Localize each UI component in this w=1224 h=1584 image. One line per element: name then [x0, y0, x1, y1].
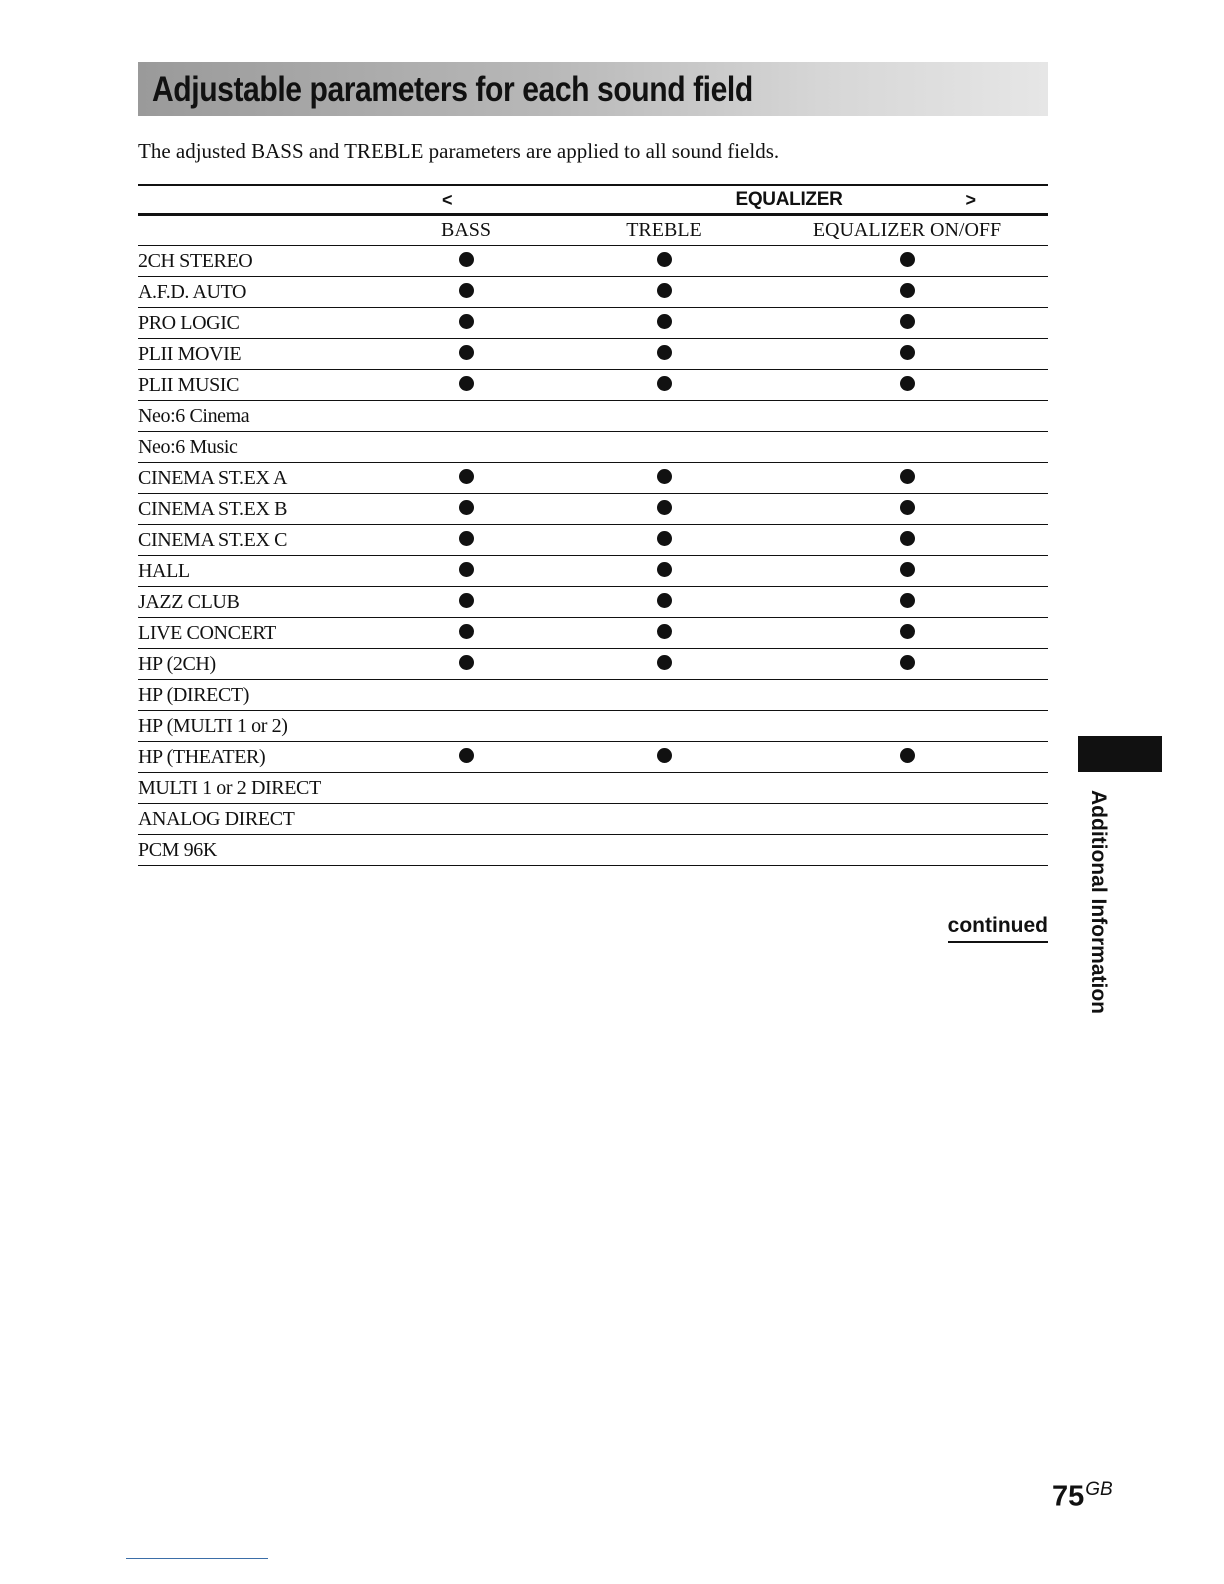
cell-bass	[370, 587, 562, 618]
cell-equalizer-onoff	[766, 401, 1048, 432]
table-row	[138, 463, 1048, 494]
adjustable-dot-icon	[657, 252, 672, 267]
cell-equalizer-onoff	[766, 711, 1048, 742]
cell-bass	[370, 773, 562, 804]
adjustable-dot-icon	[459, 624, 474, 639]
sound-field-name: HP (MULTI 1 or 2)	[138, 711, 370, 742]
sound-field-name: CINEMA ST.EX B	[138, 494, 370, 525]
group-bracket-left: <	[442, 190, 453, 210]
cell-equalizer-onoff	[766, 432, 1048, 463]
cell-equalizer-onoff	[766, 308, 1048, 339]
table-row	[138, 618, 1048, 649]
cell-bass	[370, 339, 562, 370]
table-row	[138, 711, 1048, 742]
adjustable-dot-icon	[459, 283, 474, 298]
adjustable-dot-icon	[657, 655, 672, 670]
adjustable-dot-icon	[657, 748, 672, 763]
cell-bass	[370, 804, 562, 835]
adjustable-dot-icon	[657, 376, 672, 391]
cell-equalizer-onoff	[766, 370, 1048, 401]
cell-treble	[562, 463, 766, 494]
table-row	[138, 804, 1048, 835]
adjustable-dot-icon	[657, 593, 672, 608]
page-number-value: 75	[1052, 1480, 1085, 1513]
cell-treble	[562, 649, 766, 680]
sound-field-name: MULTI 1 or 2 DIRECT	[138, 773, 370, 804]
cell-bass	[370, 246, 562, 277]
cell-treble	[562, 587, 766, 618]
cell-treble	[562, 804, 766, 835]
sound-field-name: LIVE CONCERT	[138, 618, 370, 649]
table-row	[138, 246, 1048, 277]
page-number-suffix: GB	[1085, 1479, 1113, 1500]
cell-bass	[370, 680, 562, 711]
cell-bass	[370, 277, 562, 308]
cell-equalizer-onoff	[766, 246, 1048, 277]
sound-field-name: HP (2CH)	[138, 649, 370, 680]
cell-treble	[562, 742, 766, 773]
adjustable-dot-icon	[459, 469, 474, 484]
cell-treble	[562, 339, 766, 370]
sound-field-name: Neo:6 Cinema	[138, 401, 370, 432]
section-side-label	[1084, 790, 1112, 1060]
group-label: EQUALIZER	[735, 189, 843, 210]
cell-equalizer-onoff	[766, 773, 1048, 804]
cell-treble	[562, 525, 766, 556]
adjustable-dot-icon	[657, 624, 672, 639]
cell-bass	[370, 308, 562, 339]
sound-field-name: PLII MOVIE	[138, 339, 370, 370]
cell-equalizer-onoff	[766, 463, 1048, 494]
parameters-table	[138, 184, 1048, 866]
sound-field-name: HP (THEATER)	[138, 742, 370, 773]
table-row	[138, 401, 1048, 432]
adjustable-dot-icon	[459, 655, 474, 670]
cell-equalizer-onoff	[766, 277, 1048, 308]
sound-field-name: CINEMA ST.EX A	[138, 463, 370, 494]
table-column-header	[138, 215, 1048, 246]
cell-treble	[562, 618, 766, 649]
title-banner	[138, 62, 1048, 116]
table-row	[138, 525, 1048, 556]
table-row	[138, 370, 1048, 401]
section-tab-marker	[1078, 736, 1162, 772]
cell-bass	[370, 835, 562, 866]
adjustable-dot-icon	[900, 531, 915, 546]
table-row	[138, 742, 1048, 773]
cell-equalizer-onoff	[766, 556, 1048, 587]
cell-equalizer-onoff	[766, 339, 1048, 370]
cell-bass	[370, 494, 562, 525]
cell-treble	[562, 308, 766, 339]
table-row	[138, 587, 1048, 618]
equalizer-group-header	[370, 185, 1048, 215]
cell-bass	[370, 463, 562, 494]
column-header-treble: TREBLE	[562, 215, 766, 246]
adjustable-dot-icon	[459, 376, 474, 391]
adjustable-dot-icon	[459, 500, 474, 515]
adjustable-dot-icon	[459, 748, 474, 763]
table-row	[138, 649, 1048, 680]
sound-field-name: CINEMA ST.EX C	[138, 525, 370, 556]
sound-field-name: PCM 96K	[138, 835, 370, 866]
sound-field-name: PLII MUSIC	[138, 370, 370, 401]
cell-bass	[370, 711, 562, 742]
cell-bass	[370, 618, 562, 649]
table-row	[138, 432, 1048, 463]
table-row	[138, 680, 1048, 711]
cell-bass	[370, 556, 562, 587]
cell-treble	[562, 432, 766, 463]
cell-bass	[370, 742, 562, 773]
cell-bass	[370, 401, 562, 432]
footer-rule	[126, 1558, 268, 1559]
adjustable-dot-icon	[900, 624, 915, 639]
sound-field-name: ANALOG DIRECT	[138, 804, 370, 835]
adjustable-dot-icon	[900, 562, 915, 577]
cell-equalizer-onoff	[766, 680, 1048, 711]
table-body	[138, 246, 1048, 866]
adjustable-dot-icon	[657, 500, 672, 515]
table-row	[138, 835, 1048, 866]
sound-field-name: HALL	[138, 556, 370, 587]
cell-equalizer-onoff	[766, 525, 1048, 556]
adjustable-dot-icon	[459, 562, 474, 577]
adjustable-dot-icon	[657, 531, 672, 546]
cell-equalizer-onoff	[766, 804, 1048, 835]
cell-bass	[370, 525, 562, 556]
column-header-blank	[138, 215, 370, 246]
table-row	[138, 339, 1048, 370]
adjustable-dot-icon	[657, 469, 672, 484]
sound-field-name: A.F.D. AUTO	[138, 277, 370, 308]
cell-treble	[562, 277, 766, 308]
cell-treble	[562, 494, 766, 525]
table-row	[138, 494, 1048, 525]
cell-treble	[562, 370, 766, 401]
table-group-header	[138, 185, 1048, 215]
adjustable-dot-icon	[459, 593, 474, 608]
cell-treble	[562, 246, 766, 277]
table-row	[138, 308, 1048, 339]
column-header-equalizer-onoff: EQUALIZER ON/OFF	[766, 215, 1048, 246]
continued-label: continued	[948, 912, 1048, 943]
sound-field-name: 2CH STEREO	[138, 246, 370, 277]
section-side-label-text: Additional Information	[1087, 790, 1110, 1014]
cell-treble	[562, 401, 766, 432]
column-header-bass: BASS	[370, 215, 562, 246]
table-row	[138, 556, 1048, 587]
page-number	[1052, 1470, 1113, 1517]
table-row	[138, 277, 1048, 308]
adjustable-dot-icon	[900, 283, 915, 298]
adjustable-dot-icon	[459, 314, 474, 329]
group-bracket-right: >	[965, 190, 976, 210]
adjustable-dot-icon	[459, 252, 474, 267]
cell-equalizer-onoff	[766, 494, 1048, 525]
adjustable-dot-icon	[657, 314, 672, 329]
sound-field-name: JAZZ CLUB	[138, 587, 370, 618]
cell-treble	[562, 773, 766, 804]
cell-treble	[562, 680, 766, 711]
adjustable-dot-icon	[900, 345, 915, 360]
adjustable-dot-icon	[900, 252, 915, 267]
adjustable-dot-icon	[900, 500, 915, 515]
adjustable-dot-icon	[657, 283, 672, 298]
adjustable-dot-icon	[657, 345, 672, 360]
adjustable-dot-icon	[459, 345, 474, 360]
group-header-blank	[138, 185, 370, 215]
cell-treble	[562, 711, 766, 742]
cell-equalizer-onoff	[766, 618, 1048, 649]
adjustable-dot-icon	[459, 531, 474, 546]
adjustable-dot-icon	[900, 376, 915, 391]
adjustable-dot-icon	[900, 655, 915, 670]
cell-bass	[370, 649, 562, 680]
cell-equalizer-onoff	[766, 835, 1048, 866]
adjustable-dot-icon	[900, 748, 915, 763]
adjustable-dot-icon	[657, 562, 672, 577]
intro-text: The adjusted BASS and TREBLE parameters are applied to all sound fields.	[138, 139, 780, 163]
cell-treble	[562, 835, 766, 866]
cell-equalizer-onoff	[766, 649, 1048, 680]
table-row	[138, 773, 1048, 804]
sound-field-name: HP (DIRECT)	[138, 680, 370, 711]
adjustable-dot-icon	[900, 469, 915, 484]
cell-bass	[370, 370, 562, 401]
sound-field-name: PRO LOGIC	[138, 308, 370, 339]
cell-treble	[562, 556, 766, 587]
page-title: Adjustable parameters for each sound field	[152, 70, 753, 109]
cell-equalizer-onoff	[766, 742, 1048, 773]
adjustable-dot-icon	[900, 593, 915, 608]
cell-bass	[370, 432, 562, 463]
sound-field-name: Neo:6 Music	[138, 432, 370, 463]
adjustable-dot-icon	[900, 314, 915, 329]
cell-equalizer-onoff	[766, 587, 1048, 618]
